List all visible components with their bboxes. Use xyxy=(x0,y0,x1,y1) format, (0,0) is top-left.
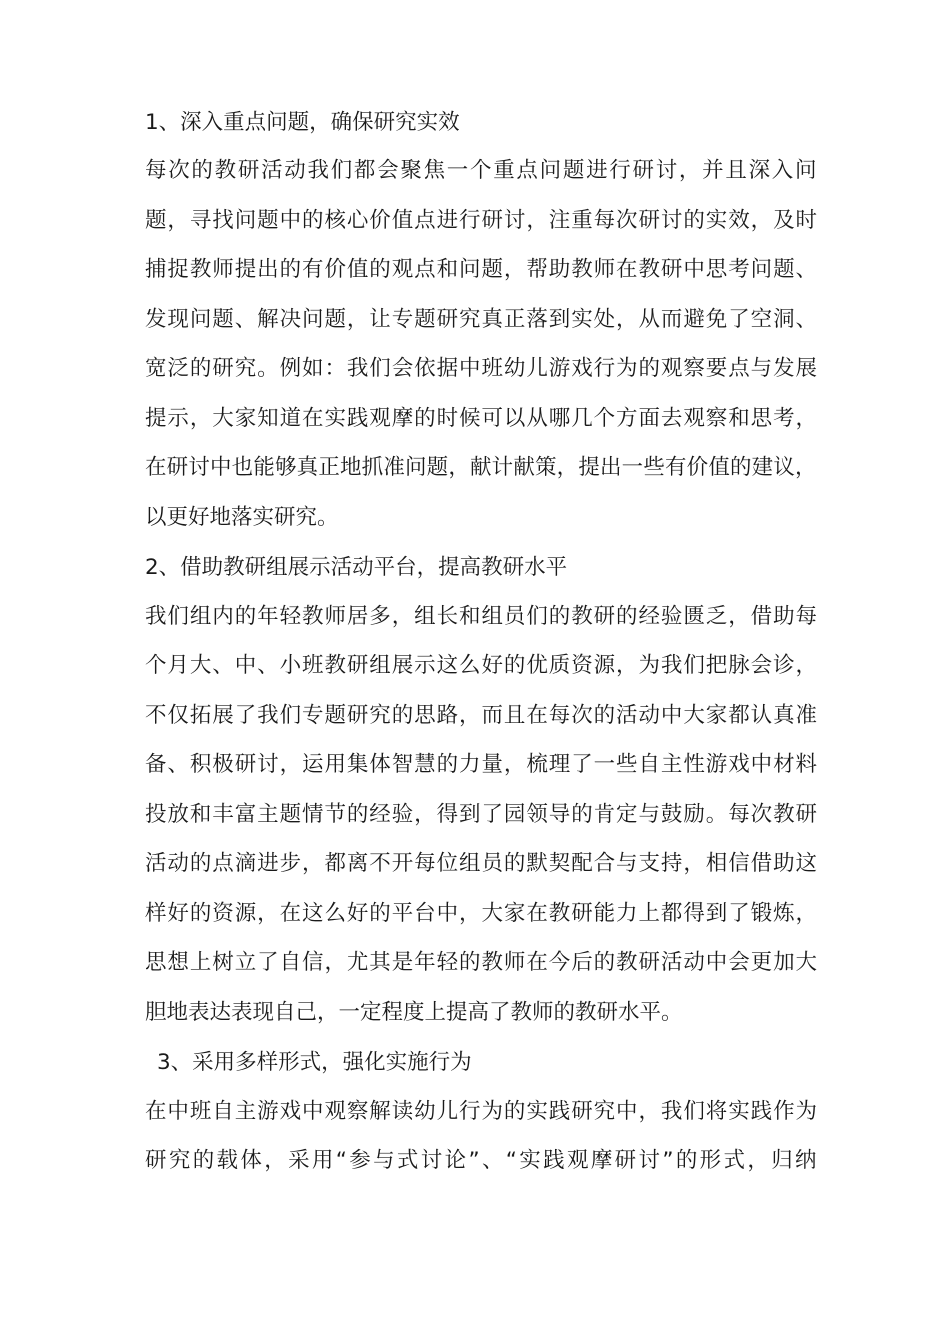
paragraph-line: 思想上树立了自信，尤其是年轻的教师在今后的教研活动中会更加大 xyxy=(145,950,818,975)
paragraph-line: 投放和丰富主题情节的经验，得到了园领导的肯定与鼓励。每次教研 xyxy=(145,802,818,827)
paragraph-line: 捕捉教师提出的有价值的观点和问题，帮助教师在教研中思考问题、 xyxy=(145,257,818,282)
paragraph-line: 研究的载体，采用“参与式讨论”、“实践观摩研讨”的形式，归纳 xyxy=(145,1148,819,1173)
paragraph-line: 发现问题、解决问题，让专题研究真正落到实处，从而避免了空洞、 xyxy=(145,307,818,332)
paragraph-line: 在研讨中也能够真正地抓准问题，献计献策，提出一些有价值的建议， xyxy=(145,455,817,480)
paragraph-line: 宽泛的研究。例如：我们会依据中班幼儿游戏行为的观察要点与发展 xyxy=(145,356,818,381)
section-heading-2: 2、借助教研组展示活动平台，提高教研水平 xyxy=(145,555,568,580)
section-heading-3: 3、采用多样形式，强化实施行为 xyxy=(157,1050,472,1075)
paragraph-line: 题，寻找问题中的核心价值点进行研讨，注重每次研讨的实效，及时 xyxy=(145,208,818,233)
paragraph-line: 不仅拓展了我们专题研究的思路，而且在每次的活动中大家都认真准 xyxy=(145,703,818,728)
paragraph-line: 以更好地落实研究。 xyxy=(145,505,339,530)
paragraph-line: 活动的点滴进步，都离不开每位组员的默契配合与支持，相信借助这 xyxy=(145,851,818,876)
paragraph-line: 我们组内的年轻教师居多，组长和组员们的教研的经验匮乏，借助每 xyxy=(145,604,818,629)
paragraph-line: 提示，大家知道在实践观摩的时候可以从哪几个方面去观察和思考， xyxy=(145,406,818,431)
paragraph-line: 胆地表达表现自己，一定程度上提高了教师的教研水平。 xyxy=(145,1000,683,1025)
paragraph-line: 在中班自主游戏中观察解读幼儿行为的实践研究中，我们将实践作为 xyxy=(145,1099,818,1124)
paragraph-line: 个月大、中、小班教研组展示这么好的优质资源，为我们把脉会诊， xyxy=(145,653,818,678)
paragraph-line: 样好的资源，在这么好的平台中，大家在教研能力上都得到了锻炼， xyxy=(145,901,818,926)
paragraph-line: 备、积极研讨，运用集体智慧的力量，梳理了一些自主性游戏中材料 xyxy=(145,752,818,777)
paragraph-line: 每次的教研活动我们都会聚焦一个重点问题进行研讨，并且深入问 xyxy=(145,158,819,183)
section-heading-1: 1、深入重点问题，确保研究实效 xyxy=(145,110,460,135)
